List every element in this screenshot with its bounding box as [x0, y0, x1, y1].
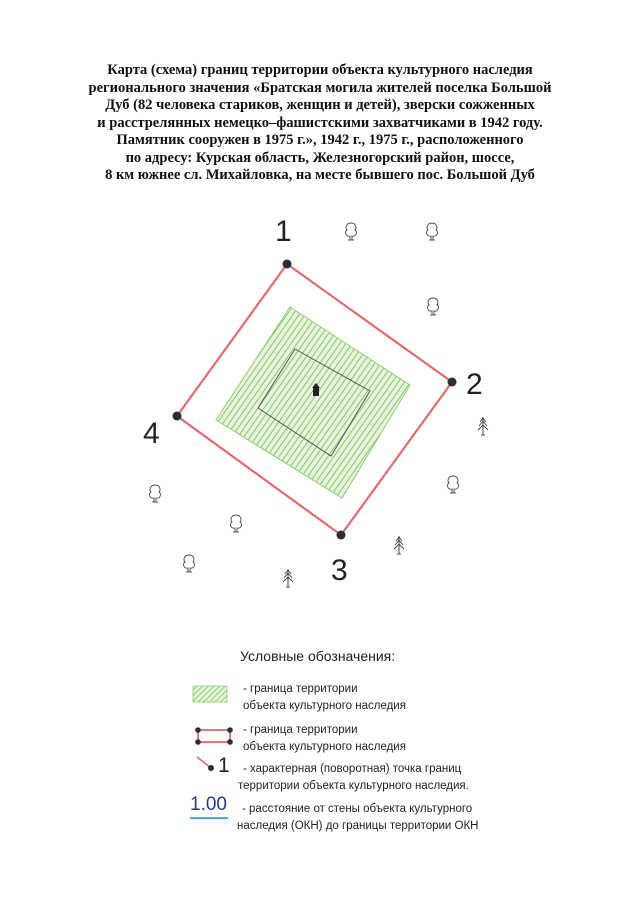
legend-item-text: объекта культурного наследия	[243, 741, 406, 753]
title-line: по адресу: Курская область, Железногорский район, шоссе,	[125, 149, 515, 166]
turning-point-4	[173, 412, 182, 421]
deciduous-tree-icon	[231, 515, 242, 532]
deciduous-tree-icon	[150, 485, 161, 502]
legend-item-hatched-area	[243, 681, 406, 715]
conifer-tree-icon	[394, 536, 404, 554]
turning-point-3	[337, 531, 346, 540]
legend-item-boundary-line	[243, 722, 406, 756]
legend-heading: Условные обозначения:	[240, 648, 396, 664]
legend-item-text: наследия (ОКН) до границы территории ОКН	[237, 820, 479, 832]
legend-item-text: - характерная (поворотная) точка границ	[243, 763, 462, 775]
point-label-4: 4	[143, 417, 160, 450]
deciduous-tree-icon	[448, 476, 459, 493]
deciduous-tree-icon	[346, 223, 357, 240]
deciduous-tree-icon	[427, 223, 438, 240]
hatched-area-icon	[193, 686, 227, 702]
legend-item-text: объекта культурного наследия	[243, 700, 406, 712]
conifer-tree-icon	[478, 417, 488, 435]
turning-point-icon	[197, 757, 214, 771]
title-line: регионального значения «Братская могила жителей поселка Большой	[88, 79, 552, 96]
deciduous-tree-icon	[428, 298, 439, 315]
legend-item-text: - расстояние от стены объекта культурного	[242, 803, 473, 815]
title-line: Карта (схема) границ территории объекта культурного наследия	[107, 62, 533, 78]
point-label-1: 1	[275, 215, 292, 248]
conifer-tree-icon	[283, 569, 293, 587]
hatched-territory-area	[216, 307, 410, 498]
deciduous-tree-icon	[184, 555, 195, 572]
legend-item-text: территории объекта культурного наследия.	[238, 780, 469, 792]
point-label-2: 2	[466, 368, 483, 401]
legend-item-turning-point	[238, 761, 469, 795]
title-line: и расстрелянных немецко–фашистскими захватчиками в 1942 году.	[97, 114, 543, 131]
boundary-line-icon	[195, 727, 233, 745]
point-label-3: 3	[331, 554, 348, 587]
distance-label-icon: 1.00	[190, 794, 227, 815]
legend-point-label: 1	[218, 754, 230, 777]
legend-item-text: - граница территории	[243, 724, 358, 736]
turning-point-1	[283, 260, 292, 269]
title-line: Памятник сооружен в 1975 г.», 1942 г., 1975 г., расположенного	[116, 132, 524, 148]
distance-label-underline	[190, 817, 228, 819]
legend-item-text: - граница территории	[243, 683, 358, 695]
turning-point-2	[448, 378, 457, 387]
legend-item-distance	[237, 801, 479, 835]
title-line: Дуб (82 человека стариков, женщин и детей), зверски сожженных	[105, 97, 535, 113]
title-line: 8 км южнее сл. Михайловка, на месте бывшего пос. Большой Дуб	[105, 167, 535, 183]
